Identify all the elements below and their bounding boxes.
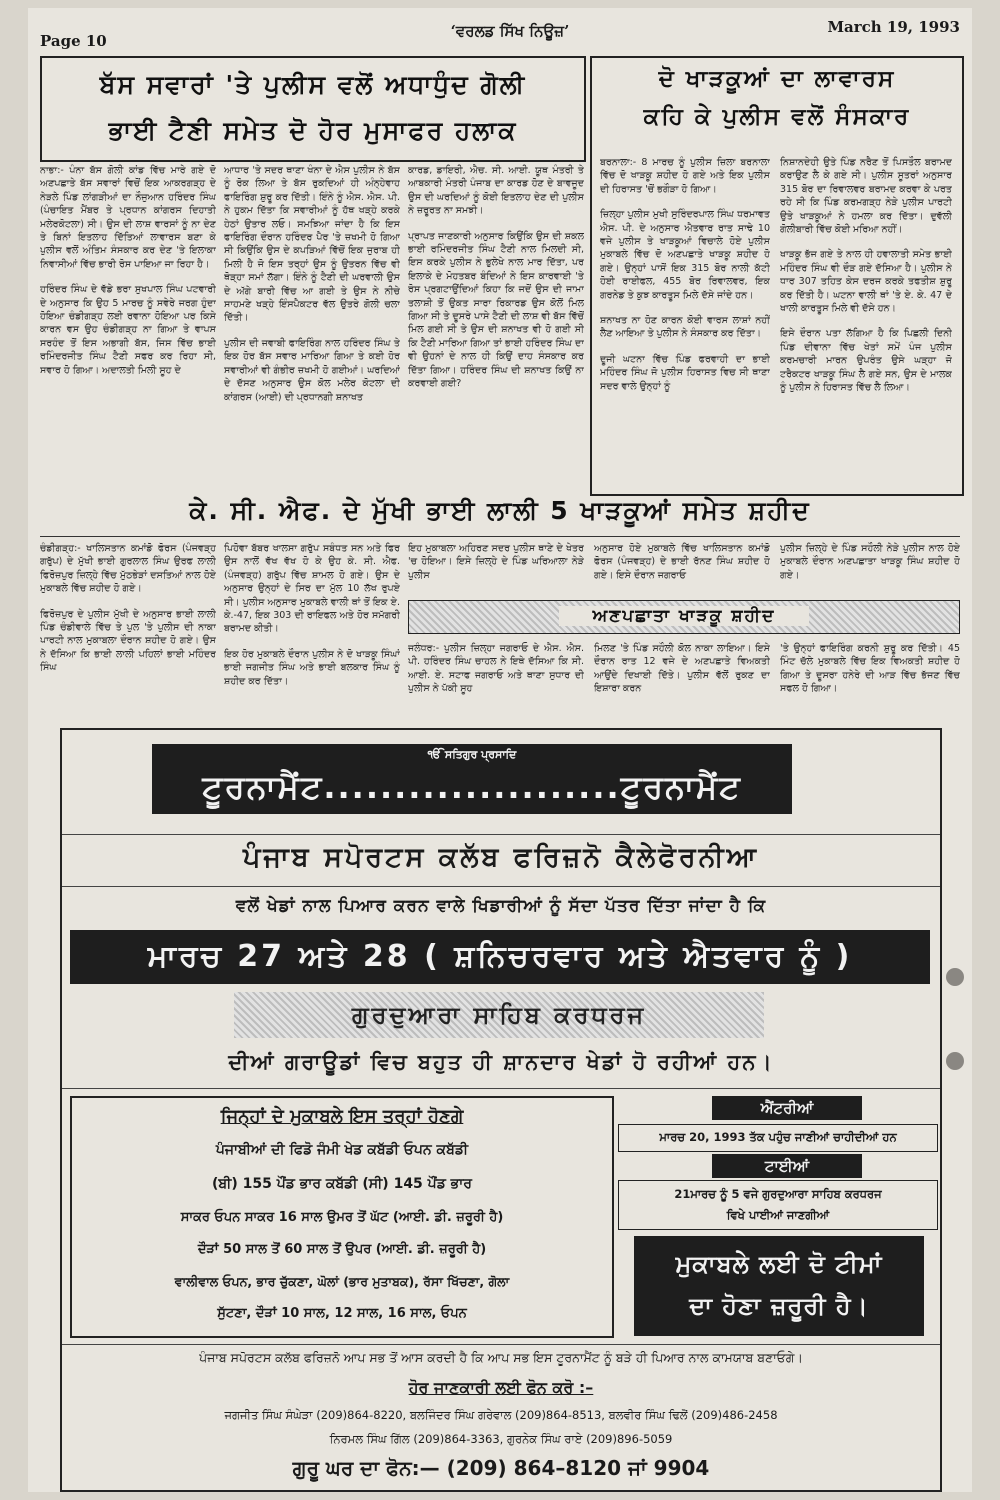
ad-blessing: ੴ ਸਤਿਗੁਰ ਪ੍ਰਸਾਦਿ [427, 748, 517, 761]
story2-column-2 [780, 156, 952, 488]
contacts-line2: ਨਿਰਮਲ ਸਿੰਘ ਗਿੱਲ (209)864-3363, ਗੁਰਨੇਕ ਸਿੰਘ ਰਾਏ (209)896-5059 [329, 1432, 673, 1446]
story1-column-2 [224, 164, 400, 494]
story3-paragraph: ਪੁਲੀਸ ਜ਼ਿਲ੍ਹੇ ਦੇ ਪਿੰਡ ਸਹੌਲੀ ਨੇੜੇ ਪੁਲੀਸ ਨਾਲ ਹੋਏ ਮੁਕਾਬਲੇ ਦੌਰਾਨ ਅਣਪਛਾਤਾ ਖਾੜਕੂ ਸਿੰਘ ਸ਼ਹੀਦ ਹੋ ਗਏ। [780, 543, 960, 581]
story4-paragraph: ਮਿਲਣ 'ਤੇ ਪਿੰਡ ਸਹੌਲੀ ਕੋਲ ਨਾਕਾ ਲਾਇਆ। ਇਸੇ ਦੌਰਾਨ ਰਾਤ 12 ਵਜੇ ਦੇ ਅਣਪਛਾਤੇ ਵਿਅਕਤੀ ਆਉਂਦੇ ਦਿਖਾਈ ਦਿੱਤੇ। ਪੁਲੀਸ ਵੱਲੋਂ ਰੁਕਣ ਦਾ ਇਸ਼ਾਰਾ ਕਰਨ [594, 643, 770, 695]
ad-title-band [152, 744, 792, 814]
story1-column-3 [408, 164, 584, 494]
entries-box [618, 1124, 938, 1152]
story1-headline-box [40, 56, 586, 162]
story4-paragraph: 'ਤੇ ਉਨ੍ਹਾਂ ਫਾਇਰਿੰਗ ਕਰਨੀ ਸ਼ੁਰੂ ਕਰ ਦਿੱਤੀ। 45 ਮਿੰਟ ਚੱਲੇ ਮੁਕਾਬਲੇ ਵਿੱਚ ਇਕ ਵਿਅਕਤੀ ਸ਼ਹੀਦ ਹੋ ਗਿਆ ਤੇ ਦੂਸਰਾ ਹਨੇਰੇ ਦੀ ਆੜ ਵਿੱਚ ਭੱਜਣ ਵਿੱਚ ਸਫਲ ਹੋ ਗਿਆ। [780, 643, 960, 695]
binder-hole [946, 968, 964, 986]
event-line: ਵਾਲੀਵਾਲ ਓਪਨ, ਭਾਰ ਚੁੱਕਣਾ, ਘੋਲਾਂ (ਭਾਰ ਮੁਤਾਬਕ), ਰੱਸਾ ਖਿੱਚਣਾ, ਗੋਲਾ [174, 1274, 510, 1289]
story2-paragraph: ਬਰਨਾਲਾ:- 8 ਮਾਰਚ ਨੂੰ ਪੁਲੀਸ ਜ਼ਿਲਾ ਬਰਨਾਲਾ ਵਿੱਚ ਦੋ ਖਾੜਕੂ ਸ਼ਹੀਦ ਹੋ ਗਏ ਅਤੇ ਇਕ ਪੁਲੀਸ ਦੀ ਹਿਰਾਸਤ 'ਚੋਂ ਭਗੌੜਾ ਹੋ ਗਿਆ। [600, 157, 770, 195]
story2-column-1 [600, 156, 770, 488]
binder-hole [946, 1052, 964, 1070]
page-number: Page 10 [40, 32, 107, 50]
info-title: ਹੋਰ ਜਾਣਕਾਰੀ ਲਈ ਫੋਨ ਕਰੋ :– [408, 1378, 594, 1397]
event-line: ਪੰਜਾਬੀਆਂ ਦੀ ਫਿਡੋ ਜੰਮੀ ਖੇਡ ਕਬੱਡੀ ਓਪਨ ਕਬੱਡੀ [215, 1142, 469, 1158]
story4-column-2 [594, 642, 770, 718]
story2-box [590, 56, 964, 496]
event-line: ਸੁੱਟਣਾ, ਦੌੜਾਂ 10 ਸਾਲ, 12 ਸਾਲ, 16 ਸਾਲ, ਓਪਨ [217, 1306, 467, 1321]
event-line: (ਬੀ) 155 ਪੌਂਡ ਭਾਰ ਕਬੱਡੀ (ਸੀ) 145 ਪੌਂਡ ਭਾਰ [212, 1176, 472, 1192]
story2-paragraph: ਸ਼ਨਾਖਤ ਨਾ ਹੋਣ ਕਾਰਨ ਕੋਈ ਵਾਰਸ ਲਾਸ਼ਾਂ ਨਹੀਂ ਲੈਣ ਆਇਆ ਤੇ ਪੁਲੀਸ ਨੇ ਸੰਸਕਾਰ ਕਰ ਦਿੱਤਾ। [600, 315, 770, 340]
ties-line2: ਵਿਖੇ ਪਾਈਆਂ ਜਾਣਗੀਆਂ [726, 1208, 830, 1222]
ad-venue-band [234, 992, 764, 1038]
ties-line1: 21ਮਾਰਚ ਨੂੰ 5 ਵਜੇ ਗੁਰਦੁਆਰਾ ਸਾਹਿਬ ਕਰਧਰਜ [674, 1187, 882, 1201]
story4-column-3 [780, 642, 960, 718]
story3-paragraph: ਇਹ ਮੁਕਾਬਲਾ ਅਹਿਰਣ ਸਦਰ ਪੁਲੀਸ ਥਾਣੇ ਦੇ ਖੇਤਰ 'ਚ ਹੋਇਆ। ਇਸੇ ਜ਼ਿਲ੍ਹੇ ਦੇ ਪਿੰਡ ਘਰਿਆਲਾ ਨੇੜੇ ਪੁਲੀਸ [408, 543, 584, 581]
story2-paragraph: ਖਾੜਕੂ ਭੱਜ ਗਏ ਤੇ ਨਾਲ ਹੀ ਹਵਾਲਾਤੀ ਸਮੇਤ ਭਾਈ ਮਹਿੰਦਰ ਸਿੰਘ ਵੀ ਦੌੜ ਗਏ ਦੱਸਿਆ ਹੈ। ਪੁਲੀਸ ਨੇ ਧਾਰ 307 ਤਹਿਤ ਕੇਸ ਦਰਜ ਕਰਕੇ ਤਫਤੀਸ਼ ਸ਼ੁਰੂ ਕਰ ਦਿੱਤੀ ਹੈ। ਘਟਨਾ ਵਾਲੀ ਥਾਂ 'ਤੇ ਏ. ਕੇ. 47 ਦੇ ਖਾਲੀ ਕਾਰਤੂਸ ਮਿਲੇ ਵੀ ਦੱਸੇ ਹਨ। [780, 249, 952, 315]
ties-label: ਟਾਈਆਂ [712, 1154, 862, 1178]
story3-paragraph: ਚੰਡੀਗੜ੍ਹ:- ਖਾਲਿਸਤਾਨ ਕਮਾਂਡੋ ਫੋਰਸ (ਪੰਜਵੜ੍ਹ ਗਰੁੱਪ) ਦੇ ਮੁੱਖੀ ਭਾਈ ਗੁਰਲਾਲ ਸਿੰਘ ਉਰਫ ਲਾਲੀ ਫਿਰੋਜ਼ਪੁਰ ਜ਼ਿਲ੍ਹੇ ਵਿੱਚ ਮੁੱਠਭੇੜਾਂ ਦਸਤਿਆਂ ਨਾਲ ਹੋਏ ਮੁਕਾਬਲੇ ਵਿੱਚ ਸ਼ਹੀਦ ਹੋ ਗਏ। [40, 543, 216, 595]
story1-headline-line2: ਭਾਈ ਟੈਣੀ ਸਮੇਤ ਦੋ ਹੋਰ ਮੁਸਾਫਰ ਹਲਾਕ [108, 116, 518, 145]
event-line: ਸਾਕਰ ਓਪਨ ਸਾਕਰ 16 ਸਾਲ ਉਮਰ ਤੋਂ ਘੱਟ (ਆਈ. ਡੀ. ਜ਼ਰੂਰੀ ਹੈ) [180, 1210, 504, 1225]
story2-headline-line2: ਕਹਿ ਕੇ ਪੁਲੀਸ ਵਲੋਂ ਸੰਸਕਾਰ [643, 104, 911, 130]
story1-paragraph: ਹਰਿੰਦਰ ਸਿੰਘ ਦੇ ਵੱਡੇ ਭਰਾ ਸੁਖਪਾਲ ਸਿੰਘ ਪਟਵਾਰੀ ਦੇ ਅਨੁਸਾਰ ਕਿ ਉਹ 5 ਮਾਰਚ ਨੂੰ ਸਵੇਰੇ ਜਰਗ ਹੁੰਦਾ ਹੋਇਆ ਚੰਡੀਗੜ੍ਹ ਲਈ ਰਵਾਨਾ ਹੋਇਆ ਪਰ ਕਿਸੇ ਕਾਰਨ ਵਸ ਉਹ ਚੰਡੀਗੜ੍ਹ ਨਾ ਗਿਆ ਤੇ ਵਾਪਸ ਸਰਹੰਦ ਤੋਂ ਇਸ ਅਭਾਗੀ ਬੱਸ, ਜਿਸ ਵਿੱਚ ਭਾਈ ਰਮਿੰਦਰਜੀਤ ਸਿੰਘ ਟੈਣੀ ਸਫਰ ਕਰ ਰਿਹਾ ਸੀ, ਸਵਾਰ ਹੋ ਗਿਆ। ਅਦਾਲਤੀ ਮਿਲੀ ਸੂਹ ਦੇ [40, 284, 216, 376]
contacts-line1: ਜਗਜੀਤ ਸਿੰਘ ਸੰਘੇੜਾ (209)864-8220, ਬਲਜਿੰਦਰ ਸਿੰਘ ਗਰੇਵਾਲ (209)864-8513, ਬਲਵੀਰ ਸਿੰਘ ਢਿਲੋਂ (209)486-2458 [224, 1408, 778, 1422]
story2-paragraph: ਇਸੇ ਦੌਰਾਨ ਪਤਾ ਲੱਗਿਆ ਹੈ ਕਿ ਪਿਛਲੀ ਦਿਨੀ ਪਿੰਡ ਦੀਵਾਨਾ ਵਿੱਚ ਖੇਤਾਂ ਸਮੇਂ ਪੰਜ ਪੁਲੀਸ ਕਰਮਚਾਰੀ ਮਾਰਨ ਉਪਰੰਤ ਉਸੇ ਘੜ੍ਹਾ ਜੋ ਟਰੈਕਟਰ ਖਾੜਕੂ ਸਿੰਘ ਲੈ ਗਏ ਸਨ, ਉਸ ਦੇ ਮਾਲਕ ਨੂੰ ਪੁਲੀਸ ਨੇ ਹਿਰਾਸਤ ਵਿੱਚ ਲੈ ਲਿਆ। [780, 328, 952, 394]
teams-line1: ਮੁਕਾਬਲੇ ਲਈ ਦੋ ਟੀਮਾਂ [675, 1250, 883, 1278]
story2-paragraph: ਨਿਸ਼ਾਨਦੇਹੀ ਉਤੇ ਪਿੰਡ ਨਰੈਣ ਤੋਂ ਪਿਸਤੌਲ ਬਰਾਮਦ ਕਰਾਉਣ ਲੈ ਕੇ ਗਏ ਸੀ। ਪੁਲੀਸ ਸੂਤਰਾਂ ਅਨੁਸਾਰ 315 ਬੋਰ ਦਾ ਰਿਵਾਲਵਰ ਬਰਾਮਦ ਕਰਵਾ ਕੇ ਪਰਤ ਰਹੇ ਸੀ ਕਿ ਪਿੰਡ ਕਰਮਗੜ੍ਹ ਨੇੜੇ ਪੁਲੀਸ ਪਾਰਟੀ ਉਤੇ ਖਾੜਕੂਆਂ ਨੇ ਹਮਲਾ ਕਰ ਦਿੱਤਾ। ਦੁਵੱਲੀ ਗੋਲੀਬਾਰੀ ਵਿੱਚ ਕੋਈ ਮਰਿਆ ਨਹੀਂ। [780, 157, 952, 236]
story2-paragraph: ਜ਼ਿਲ੍ਹਾ ਪੁਲੀਸ ਮੁਖੀ ਸੁਰਿੰਦਰਪਾਲ ਸਿੰਘ ਧਰਮਾਵਤ ਐਸ. ਪੀ. ਦੇ ਅਨੁਸਾਰ ਐਤਵਾਰ ਰਾਤ ਸਾਢੇ 10 ਵਜੇ ਪੁਲੀਸ ਤੇ ਖਾੜਕੂਆਂ ਵਿਚਾਲੇ ਹੋਏ ਪੁਲੀਸ ਮੁਕਾਬਲੇ ਵਿੱਚ ਦੋ ਅਣਪਛਾਤੇ ਖਾੜਕੂ ਸ਼ਹੀਦ ਹੋ ਗਏ। ਉਨ੍ਹਾਂ ਪਾਸੋਂ ਇਕ 315 ਬੋਰ ਨਾਲੀ ਕੱਟੀ ਹੋਈ ਰਾਈਫਲ, 455 ਬੋਰ ਰਿਵਾਲਵਰ, ਇਕ ਗਰਨੇਡ ਤੇ ਕੁਝ ਕਾਰਤੂਸ ਮਿਲੇ ਦੱਸੇ ਜਾਂਦੇ ਹਨ। [600, 209, 770, 301]
newspaper-page [28, 8, 972, 1492]
story4-column-1 [408, 642, 584, 718]
story3-column-1 [40, 542, 216, 718]
story4-headline: ਅਣਪਛਾਤਾ ਖਾੜਕੂ ਸ਼ਹੀਦ [559, 606, 809, 626]
event-line: ਦੌੜਾਂ 50 ਸਾਲ ਤੋਂ 60 ਸਾਲ ਤੋਂ ਉਪਰ (ਆਈ. ਡੀ. ਜ਼ਰੂਰੀ ਹੈ) [197, 1242, 487, 1257]
tournament-ad [60, 728, 942, 1492]
divider [62, 886, 940, 887]
story3-paragraph: ਪਿਹੋਵਾ ਬੱਬਰ ਖਾਲਸਾ ਗਰੁੱਪ ਸਬੰਧਤ ਸਨ ਅਤੇ ਫਿਰ ਉਸ ਨਾਲੋਂ ਵੱਖ ਵੱਖ ਹੋ ਕੇ ਉਹ ਕੇ. ਸੀ. ਐਫ. (ਪੰਜਵੜ੍ਹ) ਗਰੁੱਪ ਵਿੱਚ ਸ਼ਾਮਲ ਹੋ ਗਏ। ਉਸ ਦੇ ਅਨੁਸਾਰ ਉਨ੍ਹਾਂ ਦੇ ਸਿਰ ਦਾ ਮੁੱਲ 10 ਲੱਖ ਰੁਪਏ ਸੀ। ਪੁਲੀਸ ਅਨੁਸਾਰ ਮੁਕਾਬਲੇ ਵਾਲੀ ਥਾਂ ਤੋਂ ਇਕ ਏ. ਕੇ.-47, ਇਕ 303 ਦੀ ਰਾਇਫਲ ਅਤੇ ਹੋਰ ਸਮੱਗਰੀ ਬਰਾਮਦ ਕੀਤੀ। [224, 543, 400, 635]
gurdwara-phone: ਗੁਰੂ ਘਰ ਦਾ ਫੋਨ:— (209) 864–8120 ਜਾਂ 9904 [292, 1456, 710, 1480]
entries-text: ਮਾਰਚ 20, 1993 ਤੱਕ ਪਹੁੰਚ ਜਾਣੀਆਂ ਚਾਹੀਦੀਆਂ ਹਨ [659, 1130, 897, 1144]
ties-box [618, 1180, 938, 1230]
story4-headline-box [408, 600, 960, 634]
divider [62, 1344, 940, 1345]
story1-paragraph: ਕਾਰਡ, ਡਾਇਰੀ, ਐਚ. ਸੀ. ਆਈ. ਯੂਥ ਮੰਤਰੀ ਤੇ ਆਬਕਾਰੀ ਮੰਤਰੀ ਪੰਜਾਬ ਦਾ ਕਾਰਡ ਹੋਣ ਦੇ ਬਾਵਜੂਦ ਉਸ ਦੀ ਘਰਦਿਆਂ ਨੂੰ ਕੋਈ ਇਤਲਾਹ ਦੇਣ ਦੀ ਪੁਲੀਸ ਨੇ ਜ਼ਰੂਰਤ ਨਾ ਸਮਝੀ। [408, 165, 584, 217]
events-title: ਜਿਨ੍ਹਾਂ ਦੇ ਮੁਕਾਬਲੇ ਇਸ ਤਰ੍ਹਾਂ ਹੋਣਗੇ [220, 1106, 464, 1127]
story1-paragraph: ਆਧਾਰ 'ਤੇ ਸਦਰ ਥਾਣਾ ਖੰਨਾ ਦੇ ਐਸ ਪੁਲੀਸ ਨੇ ਬੱਸ ਨੂੰ ਰੋਕ ਲਿਆ ਤੇ ਬੱਸ ਰੁਕਦਿਆਂ ਹੀ ਅੰਨ੍ਹੇਵਾਹ ਫਾਇਰਿੰਗ ਸ਼ੁਰੂ ਕਰ ਦਿੱਤੀ। ਇੰਨੇ ਨੂੰ ਐਸ. ਐਸ. ਪੀ. ਨੇ ਹੁਕਮ ਦਿੱਤਾ ਕਿ ਸਵਾਰੀਆਂ ਨੂੰ ਹੱਥ ਖੜ੍ਹੇ ਕਰਕੇ ਹੇਠਾਂ ਉਤਾਰ ਲਓ। ਸਮਝਿਆ ਜਾਂਦਾ ਹੈ ਕਿ ਇਸ ਫਾਇਰਿੰਗ ਦੌਰਾਨ ਹਰਿੰਦਰ ਪੈਰ 'ਤੇ ਜ਼ਖਮੀ ਹੋ ਗਿਆ ਸੀ ਕਿਉਂਕਿ ਉਸ ਦੇ ਕਪੜਿਆਂ ਵਿੱਚੋਂ ਇਕ ਜੁਰਾਬ ਹੀ ਮਿਲੀ ਹੈ ਜੋ ਇਸ ਤਰ੍ਹਾਂ ਉਸ ਨੂੰ ਉਤਰਨ ਵਿੱਚ ਵੀ ਥੋੜ੍ਹਾ ਸਮਾਂ ਲੱਗਾ। ਇੰਨੇ ਨੂੰ ਟੈਣੀ ਦੀ ਘਰਵਾਲੀ ਉਸ ਦੇ ਅੱਗੇ ਬਾਰੀ ਵਿੱਚ ਆ ਗਈ ਤੇ ਉਸ ਨੇ ਨੀਚੇ ਸਾਹਮਣੇ ਖੜ੍ਹੇ ਇੰਸਪੈਕਟਰ ਵੱਲ ਉਤਰੇ ਗੋਲੀ ਚਲਾ ਦਿੱਤੀ। [224, 165, 400, 324]
ad-grounds: ਦੀਆਂ ਗਰਾਊਡਾਂ ਵਿਚ ਬਹੁਤ ਹੀ ਸ਼ਾਨਦਾਰ ਖੇਡਾਂ ਹੋ ਰਹੀਆਂ ਹਨ। [228, 1050, 774, 1074]
story3-column-4 [594, 542, 770, 598]
ad-appeal: ਪੰਜਾਬ ਸਪੋਰਟਸ ਕਲੱਬ ਫਰਿਜ਼ਨੋ ਆਪ ਸਭ ਤੋਂ ਆਸ ਕਰਦੀ ਹੈ ਕਿ ਆਪ ਸਭ ਇਸ ਟੂਰਨਾਮੈਂਟ ਨੂੰ ਬੜੇ ਹੀ ਪਿਆਰ ਨਾਲ ਕਾਮਯਾਬ ਬਣਾਓਗੇ। [199, 1350, 803, 1365]
issue-date: March 19, 1993 [827, 18, 960, 36]
story2-paragraph: ਦੂਜੀ ਘਟਨਾ ਵਿੱਚ ਪਿੰਡ ਫਰਵਾਹੀ ਦਾ ਭਾਈ ਮਹਿੰਦਰ ਸਿੰਘ ਜੋ ਪੁਲੀਸ ਹਿਰਾਸਤ ਵਿਚ ਸੀ ਥਾਣਾ ਸਦਰ ਵਾਲੇ ਉਨ੍ਹਾਂ ਨੂੰ [600, 353, 770, 392]
story3-headline: ਕੇ. ਸੀ. ਐਫ. ਦੇ ਮੁੱਖੀ ਭਾਈ ਲਾਲੀ 5 ਖਾੜਕੂਆਂ ਸਮੇਤ ਸ਼ਹੀਦ [189, 496, 811, 525]
ad-club-name: ਪੰਜਾਬ ਸਪੋਰਟਸ ਕਲੱਬ ਫਰਿਜ਼ਨੋ ਕੈਲੇਫੋਰਨੀਆ [242, 842, 760, 873]
story4-paragraph: ਜਲੰਧਰ:- ਪੁਲੀਸ ਜ਼ਿਲ੍ਹਾ ਜਗਰਾਓ ਦੇ ਐਸ. ਐਸ. ਪੀ. ਹਰਿੰਦਰ ਸਿੰਘ ਚਾਹਲ ਨੇ ਇਥੇ ਦੱਸਿਆ ਕਿ ਸੀ. ਆਈ. ਏ. ਸਟਾਫ ਜਗਰਾਓ ਅਤੇ ਥਾਣਾ ਸੁਧਾਰ ਦੀ ਪੁਲੀਸ ਨੇ ਪੱਕੀ ਸੂਹ [408, 643, 584, 695]
story3-column-5 [780, 542, 960, 598]
story1-paragraph: ਪੁਲੀਸ ਦੀ ਜਵਾਬੀ ਫਾਇਰਿੰਗ ਨਾਲ ਹਰਿੰਦਰ ਸਿੰਘ ਤੇ ਇਕ ਹੋਰ ਬੱਸ ਸਵਾਰ ਮਾਰਿਆ ਗਿਆ ਤੇ ਕਈ ਹੋਰ ਸਵਾਰੀਆਂ ਵੀ ਗੰਭੀਰ ਜ਼ਖਮੀ ਹੋ ਗਈਆਂ। ਘਰਦਿਆਂ ਦੇ ਦੱਸਣ ਅਨੁਸਾਰ ਉਸ ਕੋਲ ਮਲੇਰ ਕੋਟਲਾ ਦੀ ਕਾਂਗਰਸ (ਆਈ) ਦੀ ਪ੍ਰਧਾਨਗੀ ਸ਼ਨਾਖਤ [224, 337, 400, 403]
story3-column-3 [408, 542, 584, 598]
masthead: ‘ਵਰਲਡ ਸਿੱਖ ਨਿਊਜ਼’ [450, 22, 570, 40]
events-box [70, 1096, 614, 1338]
divider [62, 834, 940, 835]
teams-band [634, 1236, 924, 1336]
story1-headline-line1: ਬੱਸ ਸਵਾਰਾਂ 'ਤੇ ਪੁਲੀਸ ਵਲੋਂ ਅਧਾਧੁੰਦ ਗੋਲੀ [99, 70, 527, 99]
divider [62, 1088, 940, 1089]
ad-venue: ਗੁਰਦੁਆਰਾ ਸਾਹਿਬ ਕਰਧਰਜ [351, 1001, 647, 1029]
ad-invite: ਵਲੋਂ ਖੇਡਾਂ ਨਾਲ ਪਿਆਰ ਕਰਨ ਵਾਲੇ ਖਿਡਾਰੀਆਂ ਨੂੰ ਸੱਦਾ ਪੱਤਰ ਦਿੱਤਾ ਜਾਂਦਾ ਹੈ ਕਿ [235, 896, 767, 916]
story3-paragraph: ਫਿਰੋਜ਼ਪੁਰ ਦੇ ਪੁਲੀਸ ਮੁੱਖੀ ਦੇ ਅਨੁਸਾਰ ਭਾਈ ਲਾਲੀ ਪਿੰਡ ਚੰਡੀਵਾਲੇ ਵਿੱਚ ਤੇ ਪੁਲ 'ਤੇ ਪੁਲੀਸ ਦੀ ਨਾਕਾ ਪਾਰਟੀ ਨਾਲ ਮੁਕਾਬਲਾ ਦੌਰਾਨ ਸ਼ਹੀਦ ਹੋ ਗਏ। ਉਸ ਨੇ ਦੱਸਿਆ ਕਿ ਭਾਈ ਲਾਲੀ ਪਹਿਲਾਂ ਭਾਈ ਮਹਿੰਦਰ ਸਿੰਘ [40, 608, 216, 674]
ad-dates-band: ਮਾਰਚ 27 ਅਤੇ 28 ( ਸ਼ਨਿਚਰਵਾਰ ਅਤੇ ਐਤਵਾਰ ਨੂੰ ) [70, 930, 930, 984]
ad-title: ਟੂਰਨਾਮੈਂਟ.....................ਟੂਰਨਾਮੈਂਟ [202, 768, 742, 806]
divider [40, 536, 960, 537]
story3-paragraph: ਇਕ ਹੋਰ ਮੁਕਾਬਲੇ ਦੌਰਾਨ ਪੁਲੀਸ ਨੇ ਦੋ ਖਾੜਕੂ ਸਿੰਘਾਂ ਭਾਈ ਜਗਜੀਤ ਸਿੰਘ ਅਤੇ ਭਾਈ ਬਲਕਾਰ ਸਿੰਘ ਨੂੰ ਸ਼ਹੀਦ ਕਰ ਦਿੱਤਾ। [224, 648, 400, 687]
story3-paragraph: ਅਨੁਸਾਰ ਹੋਏ ਮੁਕਾਬਲੇ ਵਿੱਚ ਖਾਲਿਸਤਾਨ ਕਮਾਂਡੋ ਫੋਰਸ (ਪੰਜਵੜ੍ਹ) ਦੇ ਭਾਈ ਰੱਨਣ ਸਿੰਘ ਸ਼ਹੀਦ ਹੋ ਗਏ। ਇਸੇ ਦੌਰਾਨ ਜਗਰਾਓ [594, 543, 770, 581]
story3-column-2 [224, 542, 400, 718]
page-header [40, 18, 960, 48]
story1-column-1 [40, 164, 216, 494]
entries-label: ਐਂਟਰੀਆਂ [712, 1096, 862, 1120]
teams-line2: ਦਾ ਹੋਣਾ ਜ਼ਰੂਰੀ ਹੈ। [689, 1292, 869, 1320]
story1-paragraph: ਪ੍ਰਾਪਤ ਜਾਣਕਾਰੀ ਅਨੁਸਾਰ ਕਿਉਂਕਿ ਉਸ ਦੀ ਸ਼ਕਲ ਭਾਈ ਰਮਿੰਦਰਜੀਤ ਸਿੰਘ ਟੈਣੀ ਨਾਲ ਮਿਲਦੀ ਸੀ, ਇਸ ਕਰਕੇ ਪੁਲੀਸ ਨੇ ਭੁਲੇਖੇ ਨਾਲ ਮਾਰ ਦਿੱਤਾ, ਪਰ ਇਲਾਕੇ ਦੇ ਮੋਹਤਬਰ ਬੰਦਿਆਂ ਨੇ ਇਸ ਕਾਰਵਾਈ 'ਤੇ ਰੋਸ ਪ੍ਰਗਟਾਉਂਦਿਆਂ ਕਿਹਾ ਕਿ ਜਦੋਂ ਉਸ ਦੀ ਜਾਮਾ ਤਲਾਸ਼ੀ ਤੋਂ ਉਕਤ ਸਾਰਾ ਰਿਕਾਰਡ ਉਸ ਕੋਲੋਂ ਮਿਲ ਗਿਆ ਸੀ ਤੇ ਦੂਸਰੇ ਪਾਸੇ ਟੈਣੀ ਦੀ ਲਾਸ਼ ਵੀ ਬੱਸ ਵਿੱਚੋਂ ਮਿਲ ਗਈ ਸੀ ਤੇ ਉਸ ਦੀ ਸ਼ਨਾਖਤ ਵੀ ਹੋ ਗਈ ਸੀ ਕਿ ਟੈਣੀ ਮਾਰਿਆ ਗਿਆ ਤਾਂ ਭਾਈ ਹਰਿੰਦਰ ਸਿੰਘ ਦਾ ਵੀ ਉਹਨਾਂ ਦੇ ਨਾਲ ਹੀ ਕਿਉਂ ਦਾਹ ਸੰਸਕਾਰ ਕਰ ਦਿੱਤਾ ਗਿਆ। ਹਰਿੰਦਰ ਸਿੰਘ ਦੀ ਸ਼ਨਾਖਤ ਕਿਉਂ ਨਾ ਕਰਵਾਈ ਗਈ? [408, 230, 584, 390]
story2-headline-line1: ਦੋ ਖਾੜਕੂਆਂ ਦਾ ਲਾਵਾਰਸ [658, 66, 896, 92]
story1-paragraph: ਨਾਭਾ:- ਪੰਨਾ ਬੱਸ ਗੋਲੀ ਕਾਂਡ ਵਿੱਚ ਮਾਰੇ ਗਏ ਦੋ ਅਣਪਛਾਤੇ ਬੱਸ ਸਵਾਰਾਂ ਵਿਚੋਂ ਇਕ ਆਕਰਗੜ੍ਹ ਦੇ ਨੇੜਲੇ ਪਿੰਡ ਲਾਂਗੜੀਆਂ ਦਾ ਨੌਜੁਆਨ ਹਰਿੰਦਰ ਸਿੰਘ (ਪੰਚਾਇਤ ਮੈਂਬਰ ਤੇ ਪ੍ਰਧਾਨ ਕਾਂਗਰਸ ਦਿਹਾਤੀ ਮਲੇਰਕੋਟਲਾ) ਸੀ। ਉਸ ਦੀ ਲਾਸ਼ ਵਾਰਸਾਂ ਨੂੰ ਨਾ ਦੇਣ ਤੇ ਬਿਨਾਂ ਇਤਲਾਹ ਦਿੱਤਿਆਂ ਲਾਵਾਰਸ ਬਣਾ ਕੇ ਪੁਲੀਸ ਵਲੋਂ ਅੰਤਿਮ ਸੰਸਕਾਰ ਕਰ ਦੇਣ 'ਤੇ ਇਲਾਕਾ ਨਿਵਾਸੀਆਂ ਵਿੱਚ ਭਾਰੀ ਰੋਸ ਪਾਇਆ ਜਾ ਰਿਹਾ ਹੈ। [40, 165, 216, 270]
